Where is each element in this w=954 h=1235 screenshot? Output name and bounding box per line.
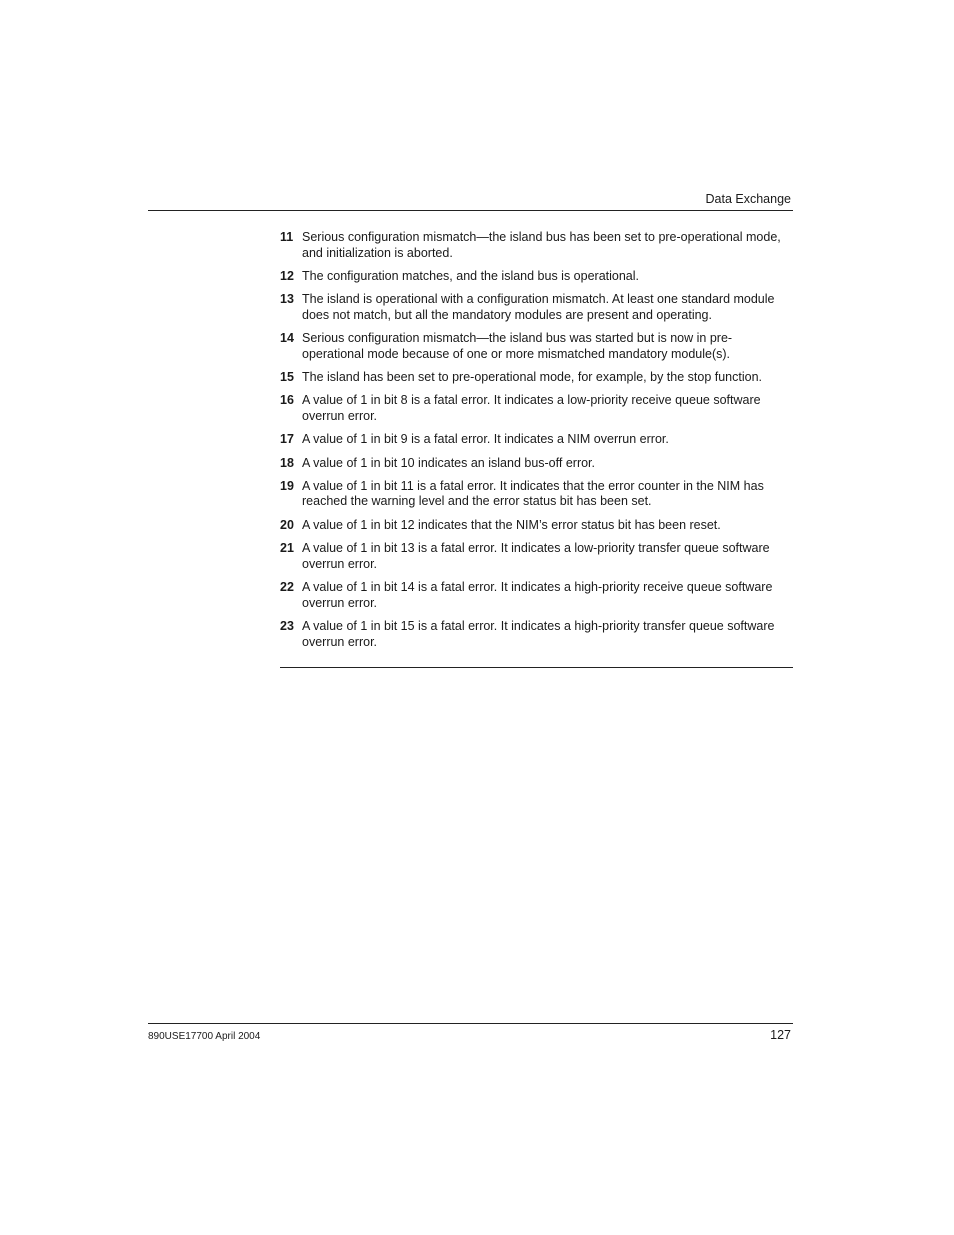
item-number: 18 [280, 455, 294, 470]
list-item [280, 269, 793, 285]
item-number: 20 [280, 517, 294, 532]
item-text: A value of 1 in bit 15 is a fatal error. It indicates a high-priority transfer queue software overrun error. [302, 618, 775, 649]
item-text: Serious configuration mismatch—the island bus has been set to pre-operational mode, and initialization is aborted. [302, 230, 781, 260]
list-item [280, 370, 793, 386]
item-text: The island is operational with a configuration mismatch. At least one standard module does not match, but all the mandatory modules are present and operating. [302, 292, 775, 322]
item-text: A value of 1 in bit 12 indicates that the NIM’s error status bit has been reset. [302, 517, 721, 532]
item-number: 16 [280, 393, 294, 408]
list-item [280, 331, 793, 363]
item-text: A value of 1 in bit 14 is a fatal error. It indicates a high-priority receive queue software overrun error. [302, 579, 773, 610]
item-number: 22 [280, 579, 294, 594]
page-number: 127 [770, 1028, 791, 1042]
item-text: A value of 1 in bit 9 is a fatal error. It indicates a NIM overrun error. [302, 432, 669, 447]
running-header-title: Data Exchange [705, 192, 791, 206]
item-text: A value of 1 in bit 10 indicates an island bus-off error. [302, 455, 596, 470]
item-number: 19 [280, 478, 294, 493]
item-text: Serious configuration mismatch—the island bus was started but is now in pre-operational mode because of one or more mismatched mandatory module(s). [302, 331, 733, 361]
item-number: 15 [280, 370, 294, 385]
list-item [280, 541, 793, 573]
item-text: A value of 1 in bit 8 is a fatal error. It indicates a low-priority receive queue software overrun error. [302, 393, 761, 424]
list-item [280, 580, 793, 612]
list-item [280, 518, 793, 534]
list-item [280, 456, 793, 472]
footer-rule [148, 1023, 793, 1024]
item-number: 13 [280, 292, 294, 307]
list-end-rule [280, 667, 793, 668]
item-text: A value of 1 in bit 13 is a fatal error. It indicates a low-priority transfer queue software overrun error. [302, 540, 770, 571]
list-item [280, 619, 793, 651]
list-item [280, 432, 793, 448]
list-item [280, 393, 793, 425]
item-text: A value of 1 in bit 11 is a fatal error. It indicates that the error counter in the NIM has reached the warning level and the error status bit has been set. [302, 478, 764, 509]
item-number: 17 [280, 432, 294, 447]
item-number: 14 [280, 331, 294, 346]
item-number: 12 [280, 268, 294, 283]
list-item [280, 479, 793, 511]
header-rule [148, 210, 793, 211]
notes-list [280, 230, 793, 658]
list-item [280, 292, 793, 324]
item-number: 21 [280, 540, 294, 555]
list-item [280, 230, 793, 262]
footer-doc-id: 890USE17700 April 2004 [148, 1031, 261, 1042]
item-text: The island has been set to pre-operational mode, for example, by the stop function. [302, 370, 762, 385]
item-number: 23 [280, 618, 294, 633]
item-text: The configuration matches, and the island bus is operational. [302, 268, 640, 283]
item-number: 11 [280, 230, 294, 244]
